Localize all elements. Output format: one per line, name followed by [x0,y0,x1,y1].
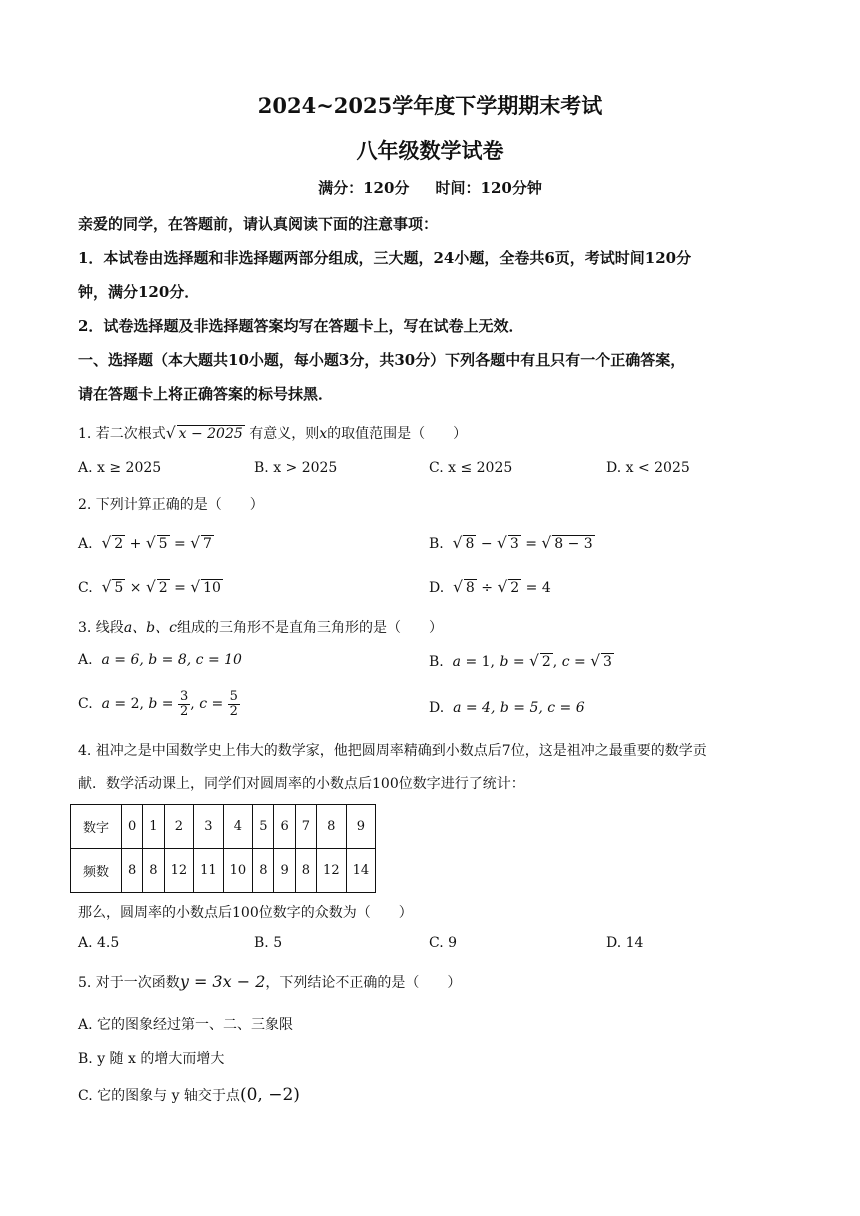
question-5: 5. 对于一次函数y = 3x − 2，下列结论不正确的是（ ） [78,972,462,991]
q4-option-c: C. 9 [429,935,458,951]
table-cell: 8 [122,849,143,893]
exam-subject-title: 八年级数学试卷 [356,138,504,163]
table-cell: 6 [274,805,295,849]
table-cell: 8 [295,849,316,893]
section-1-heading-cont: 请在答题卡上将正确答案的标号抹黑． [78,385,334,403]
notice-item-1: 1．本试卷由选择题和非选择题两部分组成，三大题，24小题，全卷共6页，考试时间120分 [78,249,692,267]
question-2: 2. 下列计算正确的是（ ） [78,497,264,513]
table-cell: 8 [143,849,164,893]
q1-option-a: A. x ≥ 2025 [78,460,162,476]
table-cell: 8 [253,849,274,893]
q5-option-a: A. 它的图象经过第一、二、三象限 [78,1017,294,1033]
notice-item-1-cont: 钟，满分120分． [78,283,200,301]
q1-radicand: x − 2025 [178,426,243,442]
table-cell: 8 [317,805,347,849]
table-cell: 7 [295,805,316,849]
table-cell: 2 [164,805,194,849]
q1-option-b: B. x > 2025 [254,460,338,476]
table-cell: 12 [317,849,347,893]
q1-option-d: D. x < 2025 [606,460,690,476]
q3-option-b: B. a = 1, b = √ 2 , c = √ 3 [429,652,612,670]
q3-option-d: D. a = 4, b = 5, c = 6 [429,700,585,716]
exam-meta: 满分：120分 时间：120分钟 [318,179,542,197]
q5-option-b: B. y 随 x 的增大而增大 [78,1051,225,1067]
table-cell: 3 [194,805,224,849]
q3-option-a: A. a = 6, b = 8, c = 10 [78,652,242,668]
table-cell: 频数 [71,849,122,893]
table-cell: 11 [194,849,224,893]
table-cell: 4 [223,805,253,849]
table-cell: 5 [253,805,274,849]
q3-option-c: C. a = 2, b = $\frac{3}{2}$ , c = $\frac{5}{2}$ [78,689,238,719]
q2-option-a: A. √ 2 + √ 5 = √ 7 [78,534,212,552]
question-4-prompt: 那么，圆周率的小数点后100位数字的众数为（ ） [78,905,413,921]
question-4: 4. 祖冲之是中国数学史上伟大的数学家，他把圆周率精确到小数点后7位，这是祖冲之最重要的数学贡 [78,743,707,759]
section-1-heading: 一、选择题（本大题共10小题，每小题3分，共30分）下列各题中有且只有一个正确答案， [78,351,686,369]
table-row [71,805,376,849]
question-4-cont: 献．数学活动课上，同学们对圆周率的小数点后100位数字进行了统计： [78,776,525,792]
q2-option-c: C. √ 5 × √ 2 = √ 10 [78,578,221,596]
q4-option-d: D. 14 [606,935,644,951]
exam-title: 2024~2025学年度下学期期末考试 [257,93,603,118]
table-cell: 10 [223,849,253,893]
table-cell: 1 [143,805,164,849]
table-cell: 0 [122,805,143,849]
question-3: 3. 线段a、b、c组成的三角形不是直角三角形的是（ ） [78,620,443,636]
table-cell: 9 [346,805,376,849]
question-1: 1. 若二次根式√ x − 2025 有意义，则x的取值范围是（ ） [78,424,468,442]
q5-option-c: C. 它的图象与 y 轴交于点(0, −2) [78,1085,300,1105]
table-cell: 9 [274,849,295,893]
q2-option-d: D. √ 8 ÷ √ 2 = 4 [429,578,551,596]
q2-option-b: B. √ 8 − √ 3 = √ 8 − 3 [429,534,593,552]
table-cell: 数字 [71,805,122,849]
notice-intro: 亲爱的同学，在答题前，请认真阅读下面的注意事项： [78,215,439,233]
table-cell: 14 [346,849,376,893]
pi-digit-frequency-table [70,804,376,893]
table-row [71,849,376,893]
q4-option-b: B. 5 [254,935,283,951]
notice-item-2: 2．试卷选择题及非选择题答案均写在答题卡上，写在试卷上无效． [78,317,524,335]
q1-option-c: C. x ≤ 2025 [429,460,513,476]
table-cell: 12 [164,849,194,893]
q4-option-a: A. 4.5 [78,935,120,951]
